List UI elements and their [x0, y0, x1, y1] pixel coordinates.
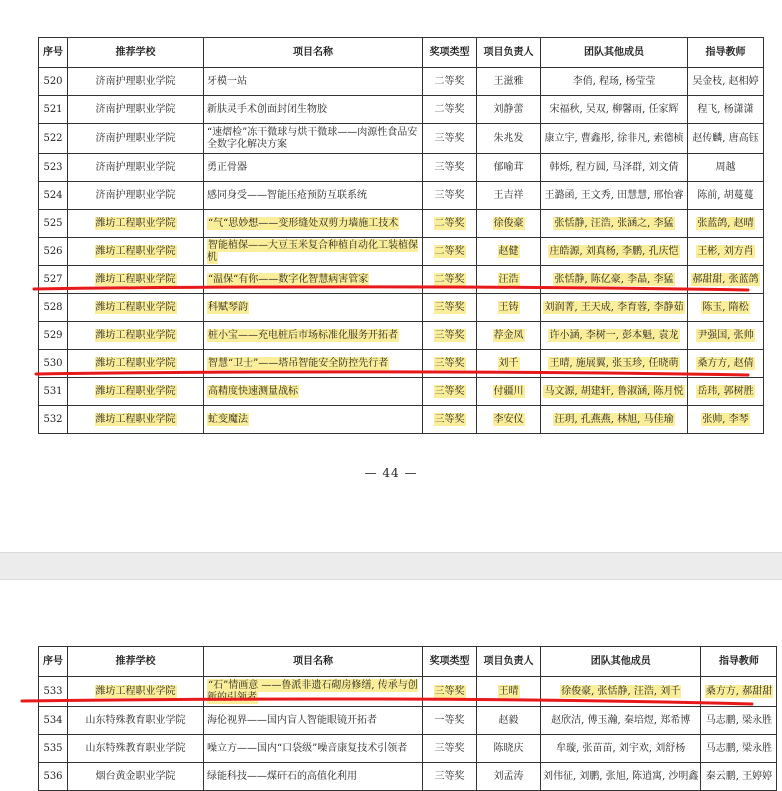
project-name: [204, 735, 423, 763]
header-advisors: 指导教师: [688, 38, 764, 68]
table-row: [39, 763, 777, 791]
school-name-text: 济南护理职业学院: [95, 103, 176, 115]
project-leader-text: 赵毅: [498, 714, 519, 726]
row-number-text: 530: [43, 357, 63, 369]
school-name-text: 济南护理职业学院: [95, 132, 176, 144]
school-name-text: 潍坊工程职业学院: [95, 385, 176, 397]
school-name: [68, 238, 204, 266]
team-members-text: 刘润菁, 王天成, 李育蓉, 李静茹: [544, 301, 684, 313]
project-leader-text: 王吉祥: [493, 189, 524, 201]
project-leader: [477, 322, 541, 350]
project-name: [204, 350, 423, 378]
project-leader: [477, 266, 541, 294]
team-members: [541, 763, 701, 791]
advisors-text: 秦云鹏, 王婷婷: [705, 770, 773, 782]
header-members: 团队其他成员: [541, 38, 688, 68]
team-members: [541, 266, 688, 294]
header-leader: 项目负责人: [477, 38, 541, 68]
team-members-text: 徐俊豪, 张恬静, 汪浩, 刘千: [561, 685, 681, 697]
school-name-text: 济南护理职业学院: [95, 189, 176, 201]
table-row: [39, 707, 777, 735]
award-type-text: 三等奖: [434, 770, 465, 782]
advisors-text: 程飞, 杨潇潇: [697, 103, 754, 115]
school-name: [68, 294, 204, 322]
team-members: [541, 124, 688, 154]
project-leader: [477, 124, 541, 154]
project-leader: [477, 350, 541, 378]
award-type: [423, 322, 477, 350]
project-name-text: 高精度快速测量战标: [208, 385, 298, 397]
project-leader-text: 赵健: [498, 245, 519, 257]
page-separator: [0, 552, 782, 580]
table-row: [39, 182, 764, 210]
row-number-text: 536: [43, 770, 63, 782]
advisors-text: 周越: [715, 161, 736, 173]
row-number: [39, 735, 68, 763]
row-number-text: 534: [43, 714, 63, 726]
project-name-text: 海伦视界——国内盲人智能眼镜开拓者: [207, 714, 377, 726]
project-name-text: 噪立方——国内“口袋级”噪音康复技术引领者: [207, 742, 408, 754]
school-name: [68, 350, 204, 378]
project-name: [204, 322, 423, 350]
school-name-text: 潍坊工程职业学院: [95, 357, 176, 369]
advisors-text: 王彬, 刘方肖: [697, 245, 754, 257]
award-type: [423, 266, 477, 294]
team-members-text: 王潞函, 王文秀, 田慧慧, 邢怡睿: [544, 189, 684, 201]
row-number: [39, 763, 68, 791]
advisors: [701, 763, 777, 791]
advisors-text: 陈前, 胡蔓蔓: [697, 189, 754, 201]
award-type-text: 三等奖: [434, 301, 465, 313]
team-members-text: 宋福秋, 吴双, 柳馨雨, 任家辉: [549, 103, 679, 115]
table-row: [39, 266, 764, 294]
award-type: [423, 154, 477, 182]
project-name: [204, 677, 423, 707]
award-type: [423, 406, 477, 434]
row-number-text: 531: [43, 385, 63, 397]
project-leader-text: 王铸: [498, 301, 519, 313]
award-type: [423, 294, 477, 322]
table-header-row: [39, 38, 764, 68]
advisors-text: 尹强国, 张帅: [697, 329, 754, 341]
project-leader: [477, 238, 541, 266]
row-number-text: 521: [43, 103, 63, 115]
project-leader-text: 汪浩: [498, 273, 519, 285]
award-table: [38, 37, 764, 434]
advisors-text: 桑方方, 赵倩: [697, 357, 754, 369]
team-members: [541, 96, 688, 124]
award-table-continued: [38, 646, 777, 791]
advisors-text: 桑方方, 郝甜甜: [705, 685, 773, 697]
row-number: [39, 294, 68, 322]
header-school: 推荐学校: [68, 38, 204, 68]
project-leader: [477, 210, 541, 238]
team-members: [541, 350, 688, 378]
school-name-text: 山东特殊教育职业学院: [85, 714, 186, 726]
row-number: [39, 182, 68, 210]
project-leader: [477, 677, 541, 707]
header-project: 项目名称: [204, 647, 423, 677]
row-number: [39, 68, 68, 96]
team-members-text: 汪玥, 孔燕燕, 林旭, 马佳瑜: [554, 413, 674, 425]
school-name: [68, 707, 204, 735]
award-type: [423, 68, 477, 96]
header-advisors: 指导教师: [701, 647, 777, 677]
row-number: [39, 350, 68, 378]
header-award: 奖项类型: [423, 647, 477, 677]
award-type: [423, 238, 477, 266]
project-leader: [477, 182, 541, 210]
project-leader: [477, 406, 541, 434]
advisors: [688, 350, 764, 378]
team-members-text: 赵欣洁, 傅玉瀚, 秦培煜, 郑希博: [551, 714, 691, 726]
table-row: [39, 735, 777, 763]
school-name: [68, 406, 204, 434]
table-row: [39, 322, 764, 350]
award-type-text: 三等奖: [434, 385, 465, 397]
header-members: 团队其他成员: [541, 647, 701, 677]
school-name-text: 济南护理职业学院: [95, 75, 176, 87]
award-type: [423, 763, 477, 791]
header-award: 奖项类型: [423, 38, 477, 68]
team-members-text: 王晴, 施展翼, 张玉珍, 任晓萌: [549, 357, 679, 369]
header-leader: 项目负责人: [477, 647, 541, 677]
team-members: [541, 210, 688, 238]
school-name-text: 济南护理职业学院: [95, 161, 176, 173]
project-name-text: “石”情画意 ——鲁派非遗石砌房修缮, 传承与创新的引领者: [207, 679, 418, 703]
team-members: [541, 154, 688, 182]
row-number: [39, 677, 68, 707]
project-name: [204, 707, 423, 735]
team-members: [541, 677, 701, 707]
row-number-text: 535: [43, 742, 63, 754]
school-name-text: 烟台黄金职业学院: [95, 770, 176, 782]
project-name: [204, 378, 423, 406]
project-name-text: 科赋琴韵: [208, 301, 248, 313]
row-number-text: 525: [43, 217, 63, 229]
team-members-text: 张恬静, 汪浩, 张涵之, 李猛: [554, 217, 674, 229]
team-members: [541, 182, 688, 210]
award-type-text: 三等奖: [434, 685, 465, 697]
project-leader: [477, 294, 541, 322]
row-number-text: 529: [43, 329, 63, 341]
advisors-text: 岳玮, 郭树胜: [697, 385, 754, 397]
school-name: [68, 378, 204, 406]
advisors-text: 马志鹏, 梁永胜: [705, 714, 773, 726]
team-members: [541, 735, 701, 763]
school-name: [68, 96, 204, 124]
project-leader-text: 李安仪: [493, 413, 524, 425]
project-leader: [477, 735, 541, 763]
award-type: [423, 96, 477, 124]
project-leader: [477, 68, 541, 96]
project-leader: [477, 154, 541, 182]
table-header-row: [39, 647, 777, 677]
row-number: [39, 707, 68, 735]
header-no: 序号: [39, 647, 68, 677]
document-page-45: [0, 580, 782, 782]
row-number: [39, 322, 68, 350]
table-row: [39, 378, 764, 406]
advisors: [688, 322, 764, 350]
table-row: [39, 406, 764, 434]
advisors-text: 马志鹏, 梁永胜: [705, 742, 773, 754]
school-name-text: 潍坊工程职业学院: [95, 685, 176, 697]
award-type-text: 二等奖: [434, 245, 465, 257]
row-number-text: 532: [43, 413, 63, 425]
table-row: [39, 154, 764, 182]
project-name-text: “温保“有你——数字化智慧病害管家: [208, 273, 369, 285]
team-members: [541, 68, 688, 96]
row-number-text: 526: [43, 245, 63, 257]
advisors: [688, 154, 764, 182]
award-type-text: 三等奖: [434, 329, 465, 341]
school-name: [68, 210, 204, 238]
team-members: [541, 238, 688, 266]
award-type-text: 三等奖: [434, 357, 465, 369]
award-type: [423, 124, 477, 154]
row-number-text: 523: [43, 161, 63, 173]
row-number: [39, 266, 68, 294]
advisors: [701, 677, 777, 707]
team-members-text: 许小涵, 李树一, 彭本魁, 袁龙: [549, 329, 679, 341]
row-number: [39, 378, 68, 406]
award-type: [423, 677, 477, 707]
project-name: [204, 68, 423, 96]
school-name: [68, 763, 204, 791]
team-members-text: 康立宇, 曹鑫彤, 徐非凡, 索德桢: [544, 132, 684, 144]
team-members-text: 刘伟征, 刘鹏, 张旭, 陈逍寓, 沙明鑫: [543, 770, 699, 782]
team-members: [541, 707, 701, 735]
team-members-text: 庄皓源, 刘真杨, 李鹏, 孔庆恺: [549, 245, 679, 257]
project-name-text: 智慧“卫士”——塔吊智能安全防控先行者: [208, 357, 389, 369]
advisors: [688, 68, 764, 96]
award-type: [423, 210, 477, 238]
advisors: [701, 707, 777, 735]
header-no: 序号: [39, 38, 68, 68]
project-leader: [477, 763, 541, 791]
header-school: 推荐学校: [68, 647, 204, 677]
row-number: [39, 238, 68, 266]
page-number: — 44 —: [364, 466, 418, 480]
award-type: [423, 707, 477, 735]
advisors-text: 张帅, 李琴: [702, 413, 749, 425]
project-leader-text: 王晴: [498, 685, 519, 697]
header-project: 项目名称: [204, 38, 423, 68]
team-members-text: 马文源, 胡建轩, 鲁淑涵, 陈月悦: [544, 385, 684, 397]
advisors: [688, 210, 764, 238]
project-name: [204, 182, 423, 210]
award-type: [423, 182, 477, 210]
school-name: [68, 322, 204, 350]
project-name: [204, 266, 423, 294]
project-leader-text: 朱兆发: [493, 132, 524, 144]
project-name-text: 勇正骨器: [207, 161, 247, 173]
project-name-text: 新肤灵手术创面封闭生物胶: [207, 103, 327, 115]
project-name: [204, 406, 423, 434]
table-row: [39, 238, 764, 266]
team-members: [541, 378, 688, 406]
project-name-text: 牙模一站: [207, 75, 247, 87]
school-name-text: 潍坊工程职业学院: [95, 329, 176, 341]
award-type-text: 二等奖: [434, 103, 465, 115]
project-name-text: 虻变魔法: [208, 413, 248, 425]
project-name: [204, 210, 423, 238]
row-number-text: 520: [43, 75, 63, 87]
project-leader-text: 刘静蕾: [493, 103, 524, 115]
project-leader-text: 荐金凤: [493, 329, 524, 341]
table-row: [39, 350, 764, 378]
school-name-text: 潍坊工程职业学院: [95, 245, 176, 257]
row-number-text: 524: [43, 189, 63, 201]
advisors-text: 张蓝鸽, 赵晴: [697, 217, 754, 229]
award-type-text: 二等奖: [434, 217, 465, 229]
table-row: [39, 677, 777, 707]
project-leader-text: 王滋雅: [493, 75, 524, 87]
advisors: [688, 406, 764, 434]
project-name: [204, 763, 423, 791]
project-name-text: 绿能科技——煤矸石的高值化利用: [207, 770, 357, 782]
advisors: [688, 294, 764, 322]
project-name-text: “气“思妙想——变形缝处双剪力墙施工技术: [208, 217, 399, 229]
school-name: [68, 68, 204, 96]
table-row: [39, 68, 764, 96]
project-name: [204, 154, 423, 182]
project-name: [204, 238, 423, 266]
advisors-text: 吴金枝, 赵相婷: [692, 75, 759, 87]
project-name-text: 感同身受——智能压疮预防互联系统: [207, 189, 367, 201]
award-type-text: 三等奖: [434, 413, 465, 425]
row-number-text: 527: [43, 273, 63, 285]
school-name: [68, 266, 204, 294]
school-name: [68, 677, 204, 707]
row-number-text: 522: [43, 132, 63, 144]
award-type: [423, 350, 477, 378]
row-number-text: 533: [43, 685, 63, 697]
team-members: [541, 406, 688, 434]
advisors: [688, 182, 764, 210]
school-name-text: 潍坊工程职业学院: [95, 217, 176, 229]
team-members-text: 李俏, 程玚, 杨莹莹: [572, 75, 656, 87]
advisors-text: 赵传麟, 唐高钰: [692, 132, 759, 144]
project-leader: [477, 707, 541, 735]
table-row: [39, 294, 764, 322]
school-name: [68, 182, 204, 210]
advisors-text: 陈玉, 隋松: [702, 301, 749, 313]
team-members-text: 韩烁, 程方圆, 马泽群, 刘文倩: [549, 161, 679, 173]
school-name: [68, 154, 204, 182]
award-type-text: 三等奖: [434, 132, 465, 144]
school-name: [68, 124, 204, 154]
row-number-text: 528: [43, 301, 63, 313]
row-number: [39, 96, 68, 124]
project-name-text: 桩小宝——充电桩后市场标准化服务开拓者: [208, 329, 398, 341]
team-members: [541, 322, 688, 350]
project-name: [204, 294, 423, 322]
row-number: [39, 210, 68, 238]
award-type-text: 一等奖: [434, 714, 465, 726]
project-name: [204, 124, 423, 154]
advisors: [688, 96, 764, 124]
project-leader-text: 陈晓庆: [493, 742, 524, 754]
table-row: [39, 96, 764, 124]
row-number: [39, 124, 68, 154]
school-name-text: 潍坊工程职业学院: [95, 301, 176, 313]
award-type-text: 三等奖: [434, 189, 465, 201]
school-name: [68, 735, 204, 763]
project-leader: [477, 96, 541, 124]
team-members-text: 张恬静, 陈亿豪, 李晶, 李猛: [554, 273, 674, 285]
team-members: [541, 294, 688, 322]
project-name: [204, 96, 423, 124]
advisors-text: 郝甜甜, 张蓝鸽: [692, 273, 759, 285]
advisors: [701, 735, 777, 763]
award-type-text: 二等奖: [434, 75, 465, 87]
row-number: [39, 154, 68, 182]
advisors: [688, 266, 764, 294]
project-leader: [477, 378, 541, 406]
award-type-text: 三等奖: [434, 161, 465, 173]
team-members-text: 牟璇, 张苗苗, 刘宇欢, 刘舒杨: [556, 742, 686, 754]
project-name-text: “速熠检”冻干微球与烘干微球——肉源性食品安全数字化解决方案: [207, 126, 418, 150]
advisors: [688, 378, 764, 406]
award-type-text: 三等奖: [434, 742, 465, 754]
project-leader-text: 付疆川: [493, 385, 524, 397]
award-type-text: 二等奖: [434, 273, 465, 285]
award-type: [423, 735, 477, 763]
project-name-text: 智能植保——大豆玉米复合种植自动化工装植保机: [207, 239, 418, 263]
project-leader-text: 徐俊豪: [493, 217, 524, 229]
advisors: [688, 238, 764, 266]
school-name-text: 山东特殊教育职业学院: [85, 742, 186, 754]
school-name-text: 潍坊工程职业学院: [95, 413, 176, 425]
table-row: [39, 210, 764, 238]
award-type: [423, 378, 477, 406]
advisors: [688, 124, 764, 154]
project-leader-text: 刘孟涛: [493, 770, 524, 782]
school-name-text: 潍坊工程职业学院: [95, 273, 176, 285]
project-leader-text: 郁喻茸: [493, 161, 524, 173]
project-leader-text: 刘千: [498, 357, 519, 369]
row-number: [39, 406, 68, 434]
table-row: [39, 124, 764, 154]
